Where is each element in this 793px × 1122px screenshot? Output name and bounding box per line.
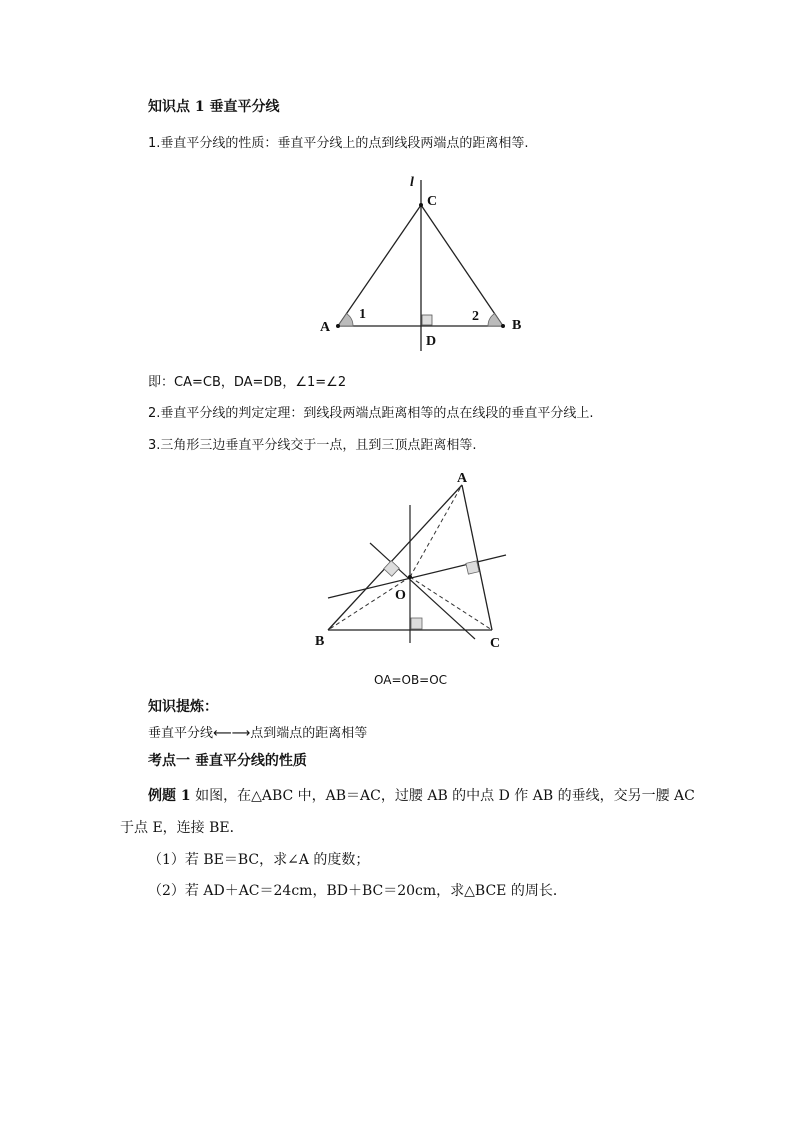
label-b: B	[512, 318, 522, 333]
label-a: A	[320, 320, 331, 335]
question-2: （2）若 AD＋AC＝24cm，BD＋BC＝20cm，求△BCE 的周长．	[148, 883, 567, 899]
label-c2: C	[490, 636, 501, 651]
segment-oa	[410, 485, 462, 577]
side-ac	[462, 485, 492, 630]
property-statement: 1.垂直平分线的性质：垂直平分线上的点到线段两端点的距离相等.	[148, 136, 529, 151]
example-line-1	[148, 785, 695, 805]
segment-ca	[338, 205, 421, 326]
right-angle-mark-bc	[411, 618, 422, 629]
figure-perpendicular-bisector	[300, 165, 540, 355]
bisector-ac	[328, 555, 506, 598]
label-o: O	[395, 588, 406, 603]
kaodian-heading: 考点一 垂直平分线的性质	[148, 753, 307, 769]
figure-caption: OA=OB=OC	[374, 673, 448, 687]
right-angle-mark-d	[422, 315, 432, 325]
label-d: D	[426, 334, 437, 349]
right-angle-mark-ab	[384, 561, 400, 577]
label-angle-1: 1	[359, 307, 366, 322]
example-text-1: 如图，在△ABC 中，AB＝AC，过腰 AB 的中点 D 作 AB 的垂线，交另一腰 AC	[190, 788, 695, 804]
point-c	[419, 203, 423, 207]
label-a2: A	[457, 471, 468, 486]
summary-text: 垂直平分线⟵⟶点到端点的距离相等	[148, 726, 368, 741]
point-o	[408, 575, 412, 579]
label-c: C	[427, 194, 438, 209]
criterion-statement: 2.垂直平分线的判定定理：到线段两端点距离相等的点在线段的垂直平分线上.	[148, 406, 594, 421]
angle-2-mark	[488, 314, 503, 326]
result-statement: 即：CA=CB，DA=DB，∠1=∠2	[148, 375, 347, 390]
point-a	[336, 324, 340, 328]
section-heading: 知识点 1 垂直平分线	[148, 99, 280, 115]
point-b	[501, 324, 505, 328]
bisector-ab	[370, 543, 475, 639]
example-line-2: 于点 E，连接 BE．	[120, 820, 244, 836]
example-label: 例题 1	[148, 788, 191, 804]
concurrency-statement: 3.三角形三边垂直平分线交于一点，且到三顶点距离相等.	[148, 438, 477, 453]
figure-circumcenter	[300, 465, 520, 695]
label-b2: B	[315, 634, 325, 649]
label-angle-2: 2	[472, 309, 479, 324]
segment-cb	[421, 205, 503, 326]
right-angle-mark-ac	[466, 561, 479, 574]
question-1: （1）若 BE＝BC，求∠A 的度数；	[148, 852, 370, 868]
label-l: l	[410, 175, 414, 190]
summary-heading: 知识提炼：	[148, 699, 218, 715]
angle-1-mark	[338, 314, 353, 326]
